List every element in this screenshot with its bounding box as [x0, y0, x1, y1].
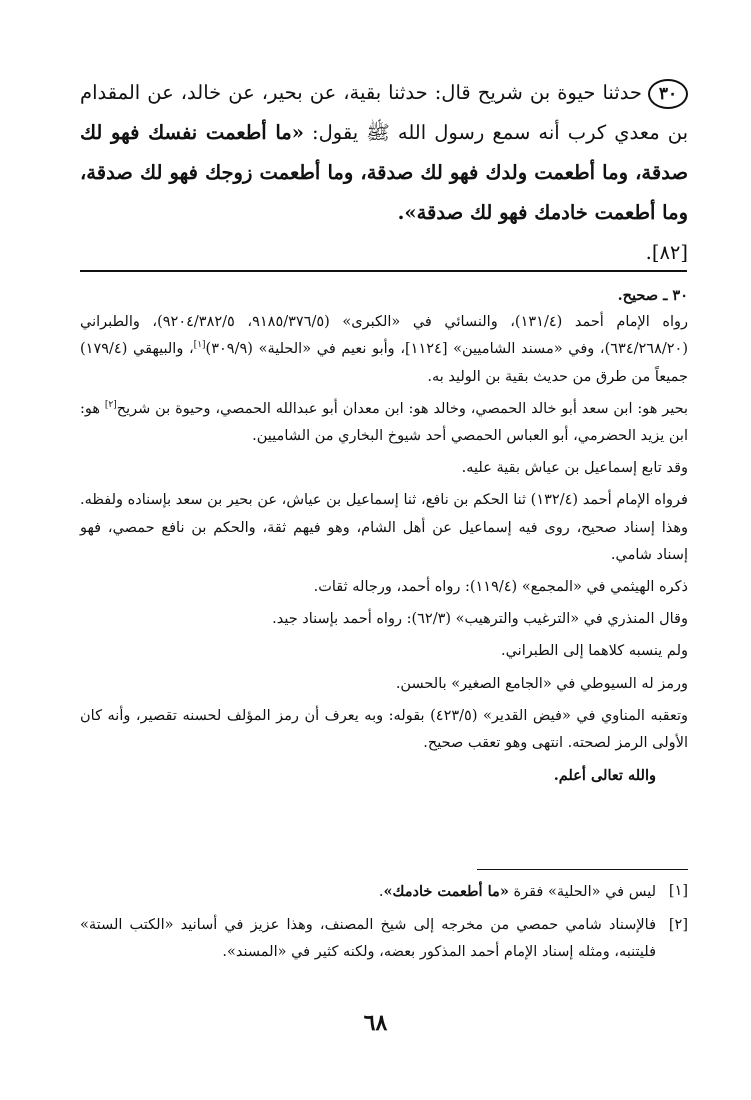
footnote-2: [80, 912, 688, 966]
hadith-reference: [٨٢].: [645, 241, 688, 264]
hadith-number-badge: ٣٠: [648, 79, 688, 109]
commentary-paragraph: ولم ينسبه كلاهما إلى الطبراني.: [500, 643, 688, 660]
commentary-paragraph: فرواه الإمام أحمد (١٣٢/٤) ثنا الحكم بن نافع، ثنا إسماعيل بن عياش، عن بحير بن سعد بإسناده ولفظه. وهذا إسناد صحيح، روى فيه إسماعيل عن أهل الشام، وهو فيهم ثقة، والحكم بن نافع حمصي، فهو إسناد شامي.: [80, 492, 688, 563]
commentary-paragraph: وتعقبه المناوي في «فيض القدير» (٤٢٣/٥) بقوله: وبه يعرف أن رمز المؤلف لحسنه تقصير، وأنه كان الأولى الرمز لصحته. انتهى وهو تعقب صحيح.: [80, 707, 688, 752]
commentary-paragraph: [80, 309, 688, 391]
commentary-text: بحير هو: ابن سعد أبو خالد الحمصي، وخالد هو: ابن معدان أبو عبدالله الحمصي، وحيوة بن شريح: [116, 400, 688, 417]
footnote-ref-2[interactable]: [٢]: [104, 399, 117, 410]
main-divider: [80, 270, 687, 272]
commentary-paragraph: وقال المنذري في «الترغيب والترهيب» (٦٢/٣): رواه أحمد بإسناد جيد.: [272, 611, 688, 628]
footnote-marker: [٢]: [668, 917, 688, 934]
hadith-text: [80, 73, 688, 273]
footnote-marker: [١]: [668, 883, 688, 899]
commentary-paragraph: ورمز له السيوطي في «الجامع الصغير» بالحسن.: [395, 675, 688, 692]
footnote-text: [80, 878, 656, 906]
footnote-text-bold: «ما أطعمت خادمك»: [383, 883, 509, 900]
footnote-text-plain: ليس في «الحلية» فقرة: [508, 884, 656, 900]
commentary-text: رواه الإمام أحمد (١٣١/٤)، والنسائي في «الكبرى» (٩١٨٥/٣٧٦/٥، ٩٢٠٤/٣٨٢/٥)، والطبراني (٦٣٤/٢٦٨/٢٠)، وفي «مسند الشاميين» [١١٢٤]، وأبو نعيم في «الحلية» (٣٠٩/٩): [80, 314, 688, 358]
footnote-divider: [477, 869, 688, 870]
commentary-paragraph: وقد تابع إسماعيل بن عياش بقية عليه.: [461, 460, 688, 477]
footnotes: [80, 878, 688, 973]
page-number: ٦٨: [363, 1010, 388, 1036]
commentary-closing: والله تعالى أعلم.: [553, 767, 656, 785]
commentary: [80, 282, 688, 794]
commentary-heading: ٣٠ ـ صحيح.: [617, 287, 688, 304]
commentary-text: هو: ابن يزيد الحضرمي، أبو العباس الحمصي أحد شيوخ البخاري من الشاميين.: [80, 400, 688, 445]
commentary-text: ، والبيهقي (١٧٩/٤) جميعاً من طرق من حديث بقية بن الوليد به.: [80, 341, 688, 385]
commentary-paragraph: ذكره الهيثمي في «المجمع» (١١٩/٤): رواه أحمد، ورجاله ثقات.: [313, 579, 688, 596]
commentary-paragraph: [80, 396, 688, 450]
footnote-text-after: .: [378, 884, 384, 900]
footnote-text: فالإسناد شامي حمصي من مخرجه إلى شيخ المصنف، وهذا عزيز في أسانيد «الكتب الستة» فليتنبه، ومثله إسناد الإمام أحمد المذكور بعضه، ولكنه كثير في «المسند».: [80, 917, 656, 961]
hadith-isnad: حدثنا حيوة بن شريح قال: حدثنا بقية، عن بحير، عن خالد، عن المقدام بن معدي كرب أنه سمع رسول الله ﷺ يقول:: [80, 81, 688, 144]
footnote-ref-1[interactable]: [١]: [193, 340, 206, 351]
hadith-matn: «ما أطعمت نفسك فهو لك صدقة، وما أطعمت ولدك فهو لك صدقة، وما أطعمت زوجك فهو لك صدقة، وما أطعمت خادمك فهو لك صدقة».: [80, 121, 688, 224]
footnote-1: [80, 878, 688, 906]
